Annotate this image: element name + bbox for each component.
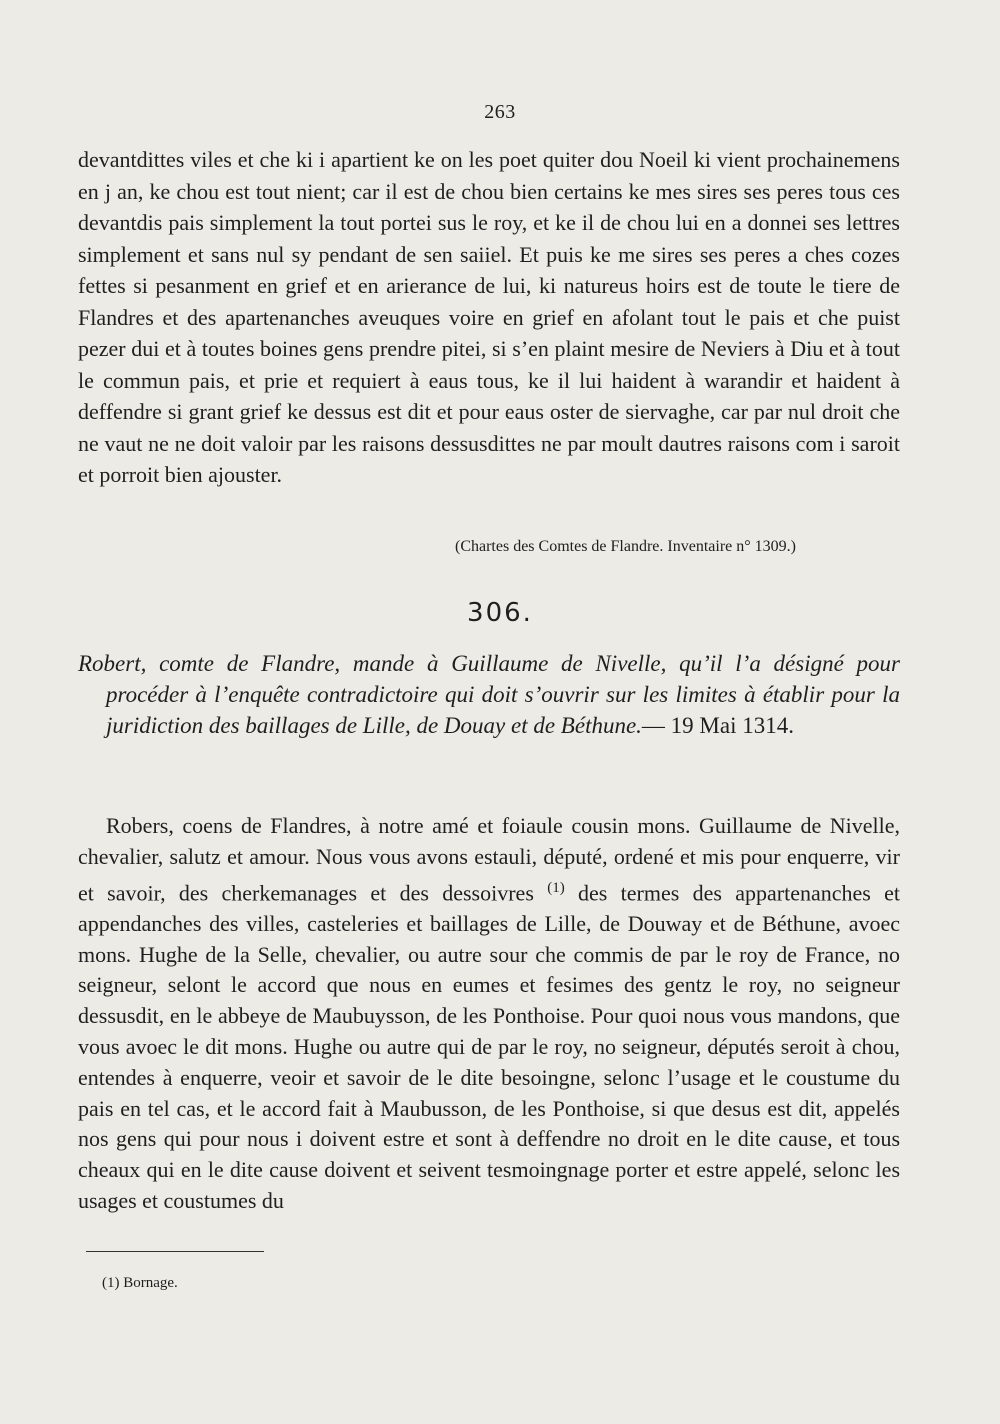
summary-date: — 19 Mai 1314. [641, 713, 794, 738]
body-text-part-1: Robers, coens de Flandres, à notre amé et foiaule cousin mons. Guillaume de Nivelle, chevalier, salutz et amour. Nous vous avons estauli, député, ordené et mis pour enquerre, vir et savoir, des cherkemanages et des dessoivres [78, 813, 900, 905]
document-number: 306. [467, 598, 533, 628]
previous-document-text: devantdittes viles et che ki i apartient ke on les poet quiter dou Noeil ki vient prochainemens en j an, ke chou est tout nient; car il est de chou bien certains ke mes sires ses peres tous ces devantdis pais simplement la tout portei sus le roy, et ke il de chou lui en a donnei ses lettres simplement et sans nul sy pendant de sen saiiel. Et puis ke me sires ses peres a ches cozes fettes si pesanment en grief et en arierance de lui, ki natureus hoirs est de toute le tiere de Flandres et des apartenanches aveuques voire en grief en afolant tout le pais et che puist pezer dui et à toutes boines gens prendre pitei, si s’en plaint mesire de Neviers à Diu et à tout le commun pais, et prie et requiert à eaus tous, ke il lui haident à warandir et haident à deffendre si grant grief ke dessus est dit et pour eaus oster de siervaghe, car par nul droit che ne vaut ne ne doit valoir par les raisons dessusdittes ne par moult dautres raisons com i saroit et porroit bien ajouster. [78, 147, 900, 487]
document-body-text [78, 811, 900, 1217]
footnote-divider [86, 1251, 264, 1252]
footnote: (1) Bornage. [102, 1275, 178, 1291]
source-citation: (Chartes des Comtes de Flandre. Inventaire n° 1309.) [455, 538, 796, 555]
document-summary [78, 648, 900, 741]
page-number: 263 [484, 101, 516, 123]
summary-text: Robert, comte de Flandre, mande à Guillaume de Nivelle, qu’il l’a désigné pour procéder à l’enquête contradictoire qui doit s’ouvrir sur les limites à établir pour la juridiction des baillages de Lille, de Douay et de Béthune. [78, 651, 900, 738]
footnote-reference: (1) [547, 879, 565, 896]
body-text-part-2: des termes des appartenanches et appendanches des villes, casteleries et baillages de Lille, de Douway et de Béthune, avoec mons. Hughe de la Selle, chevalier, ou autre sour che commis de par le roy de France, no seigneur, selont le accord que nous en eumes et fesimes des gentz le roy, no seigneur dessusdit, en le abbeye de Maubuysson, de les Ponthoise. Pour quoi nous vous mandons, que vous avoec le dit mons. Hughe ou autre qui de par le roy, no seigneur, députés seroit à chou, entendes à enquerre, veoir et savoir de le dite besoingne, selonc l’usage et le coustume du pais en tel cas, et le accord fait à Maubusson, de les Ponthoise, si que desus est dit, appelés nos gens qui pour nous i doivent estre et sont à deffendre no droit en le dite cause, et tous cheaux qui en le dite cause doivent et seivent tesmoingnage porter et estre appelé, selonc les usages et coustumes du [78, 879, 901, 1213]
